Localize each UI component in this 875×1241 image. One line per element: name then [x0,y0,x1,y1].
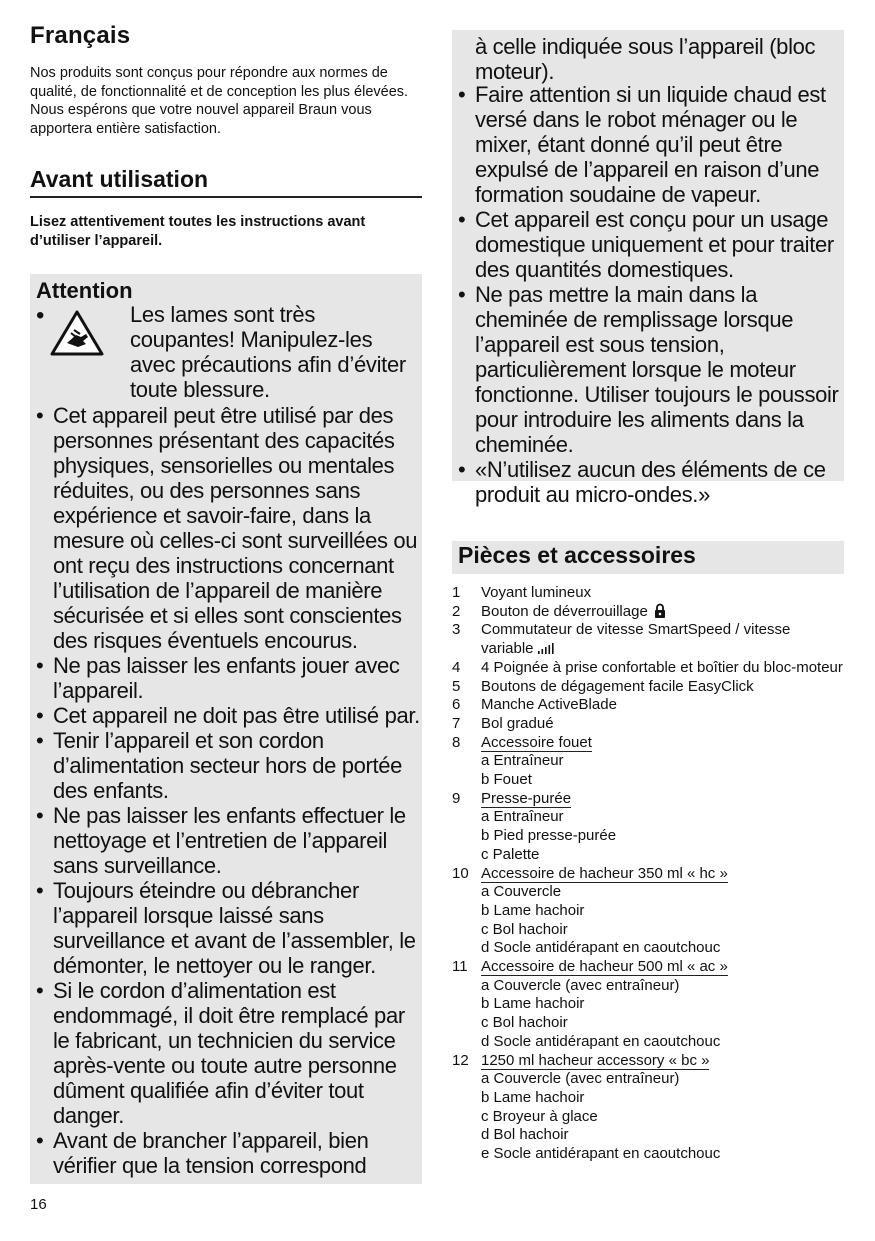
sub-item: b Lame hachoir [481,901,585,919]
attention-box-continued [452,30,844,507]
parts-header [452,541,844,574]
blade-warning [30,302,422,402]
list-item: • Ne pas mettre la main dans la cheminée de remplissage lorsque l’appareil est sous tension, particulièrement lorsque le moteur fonctionne. Utiliser toujours le poussoir pour introduire les aliments dans la cheminée. [458,282,839,457]
instruction-note: Lisez attentivement toutes les instructions avant d’utiliser l’appareil. [30,214,366,249]
page-number: 16 [30,1196,47,1213]
lock-icon [654,603,666,618]
parts-list [452,584,844,1164]
list-item: • Si le cordon d’alimentation est endommagé, il doit être remplacé par le fabricant, un technicien du service après-vente ou toute autre personne dûment qualifiée afin d’éviter tout danger. [36,978,405,1128]
sub-item: b Fouet [481,771,532,789]
speed-bars-icon [537,642,557,654]
blade-warning-text: Les lames sont très coupantes! Manipulez-les avec précautions afin d’éviter toute blessure. [130,302,406,402]
sub-item: e Socle antidérapant en caoutchouc [481,1145,721,1163]
part-item: 12 1250 ml hacheur accessory « bc » a Couvercle (avec entraîneur) b Lame hachoir c Broyeur à glace d Bol hachoir e Socle antidérapant en caoutchouc [452,1052,844,1164]
part-item: 1 Voyant lumineux [452,584,592,601]
sub-item: c Bol hachoir [481,920,568,938]
list-item: • Cet appareil est conçu pour un usage domestique uniquement et pour traiter des quantités domestiques. [458,207,834,282]
bullet: • [36,878,44,903]
part-item: 4 4 Poignée à prise confortable et boîtier du bloc-moteur [452,658,843,676]
sub-item: a Couvercle (avec entraîneur) [481,976,680,994]
hand-blade-warning-icon [50,310,104,358]
list-item: • Toujours éteindre ou débrancher l’appareil lorsque laissé sans surveillance et avant de l’assembler, le démonter, le nettoyer ou le ranger. [36,878,416,978]
part-item: 7 Bol gradué [452,714,554,732]
list-item: • Tenir l’appareil et son cordon d’alimentation secteur hors de portée des enfants. [36,728,403,803]
sub-item: c Palette [481,845,540,863]
sub-item: c Broyeur à glace [481,1107,598,1125]
bullet: • [458,457,466,482]
bullet: • [36,728,44,753]
bullet: • [458,207,466,232]
part-item: 2 Bouton de déverrouillage [452,603,844,622]
sub-item: d Bol hachoir [481,1126,569,1144]
attention-box [30,274,422,1184]
attention-list [30,403,422,1178]
sub-item: d Socle antidérapant en caoutchouc [481,939,721,957]
part-item: 10 Accessoire de hacheur 350 ml « hc » a Couvercle b Lame hachoir c Bol hachoir d Socle antidérapant en caoutchouc [452,865,844,959]
sub-item: c Bol hachoir [481,1014,568,1032]
bullet: • [36,302,45,329]
parts-title: Pièces et accessoires [458,542,696,568]
sub-item: a Entraîneur [481,808,564,826]
list-item: • Ne pas laisser les enfants jouer avec l’appareil. [36,653,400,703]
sub-item: d Socle antidérapant en caoutchouc [481,1032,721,1050]
sub-item: a Couvercle (avec entraîneur) [481,1070,680,1088]
sub-item: b Pied presse-purée [481,827,617,845]
bullet: • [36,1128,44,1153]
bullet: • [36,978,44,1003]
part-item: 5 Boutons de dégagement facile EasyClick [452,677,754,695]
list-item: • Faire attention si un liquide chaud est versé dans le robot ménager ou le mixer, étant donné qu’il peut être expulsé de l’appareil en raison d’une formation soudaine de vapeur. [458,82,826,207]
bullet: • [36,703,44,728]
sub-item: a Couvercle [481,883,562,901]
part-item: 8 Accessoire fouet a Entraîneur b Fouet [452,734,844,790]
intro-paragraph: Nos produits sont conçus pour répondre aux normes de qualité, de fonctionnalité et de conception les plus élevées. Nous espérons que votre nouvel appareil Braun vous apportera entière satisfaction. [30,65,409,137]
sub-item: a Entraîneur [481,752,564,770]
list-item: • Avant de brancher l’appareil, bien vérifier que la tension correspond [36,1128,369,1178]
list-item: • «N’utilisez aucun des éléments de ce produit au micro-ondes.» [458,457,826,507]
continued-text: à celle indiquée sous l’appareil (bloc moteur). [475,34,816,84]
bullet: • [36,803,44,828]
part-item: 3 Commutateur de vitesse SmartSpeed / vitesse variable [452,621,791,658]
list-item: • Cet appareil ne doit pas être utilisé par. [36,703,420,728]
bullet: • [458,82,466,107]
page-title: Français [30,22,131,49]
bullet: • [458,282,466,307]
attention-title: Attention [36,278,133,303]
part-item: 11 Accessoire de hacheur 500 ml « ac » a Couvercle (avec entraîneur) b Lame hachoir c Bol hachoir d Socle antidérapant en caoutchouc [452,958,844,1052]
bullet: • [36,653,44,678]
attention-list-continued [452,82,844,507]
part-item: 9 Presse-purée a Entraîneur b Pied presse-purée c Palette [452,790,844,865]
list-item: • Ne pas laisser les enfants effectuer le nettoyage et l’entretien de l’appareil sans surveillance. [36,803,406,878]
sub-item: b Lame hachoir [481,995,585,1013]
bullet: • [36,403,44,428]
sub-item: b Lame hachoir [481,1088,585,1106]
part-item: 6 Manche ActiveBlade [452,696,617,714]
list-item: • Cet appareil peut être utilisé par des personnes présentant des capacités physiques, sensorielles ou mentales réduites, ou des personnes sans expérience et savoir-faire, dans la mesure où celles-ci sont surveillées ou ont reçu des instructions concernant l’utilisation de l’appareil de manière sécurisée et si elles sont conscientes des risques éventuels encourus. [36,403,418,653]
section-title: Avant utilisation [30,166,422,198]
